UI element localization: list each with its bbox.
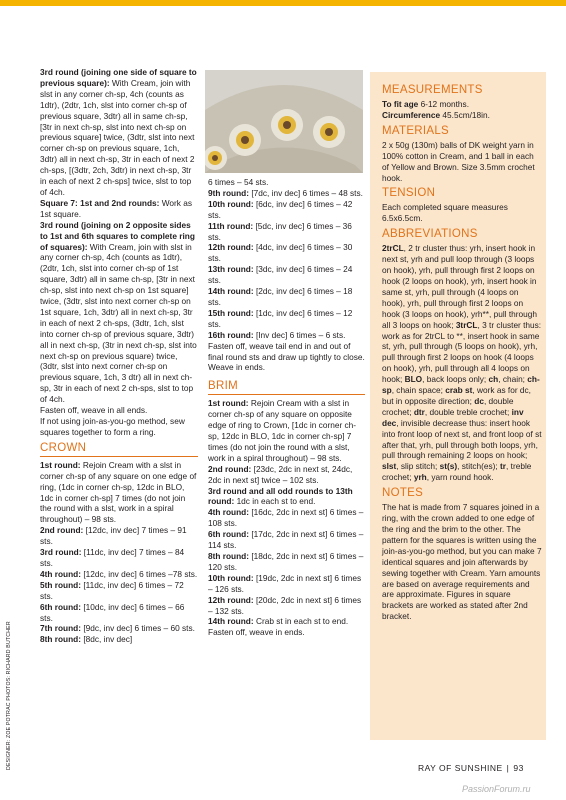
instruction-line xyxy=(208,188,365,199)
instruction-label: 15th round: xyxy=(208,307,254,318)
instruction-text: With Cream, join with slst in any corner ch-sp, 4ch (counts as 1dtr), (2dtr, 1ch, slst into corner ch-sp of previous square, 3dtr) all in same ch-sp, [3tr in next ch-sp, slst into next ch-sp on previous square] twice, (3dtr, slst into next corner ch-sp on previous square, 1ch, 3dtr) all in next ch-sp, 3tr in each of next 2 ch-sps, [(3dtr, 2ch, 3dtr) in next ch-sp, 3tr in each of next 2 ch-sps] twice, slst to top of 4ch. xyxy=(40,77,195,197)
instruction-line xyxy=(208,464,365,486)
instruction-label: inv dec xyxy=(382,406,524,428)
tension-text: Each completed square measures 6.5x6.5cm. xyxy=(382,202,508,224)
square-instructions xyxy=(40,67,198,438)
instruction-label: st(s) xyxy=(439,461,458,472)
instruction-line xyxy=(208,573,365,595)
instruction-text: [17dc, 2dc in next st] 6 times – 114 sts. xyxy=(208,529,364,551)
instruction-text: 6 times – 54 sts. xyxy=(208,177,269,187)
instruction-line xyxy=(382,461,440,471)
instruction-text: [11dc, inv dec] 7 times – 84 sts. xyxy=(40,547,185,568)
column-1 xyxy=(40,67,198,645)
instruction-text: , 2 tr cluster thus: yrh, insert hook in next st, yrh and pull loop through (3 loops on hook), yrh, pull through first 2 loops on hook (2 loops on hook), yrh, insert hook in same st, yrh, pull through (4 loops on hook), yrh, pull through first 2 loops on hook (3 loops on hook), yrh**, pull through all 3 loops on hook; xyxy=(382,243,537,330)
instruction-label: 1st round: xyxy=(40,459,81,470)
top-accent-bar xyxy=(0,0,566,6)
instruction-line xyxy=(208,507,365,529)
instruction-label: 14th round: xyxy=(208,286,254,297)
instruction-label: 2trCL xyxy=(382,243,404,254)
instruction-text: [10dc, inv dec] 6 times – 66 sts. xyxy=(40,601,185,623)
instruction-line xyxy=(414,407,512,417)
instruction-label: 7th round: xyxy=(40,623,82,634)
abbreviations-heading: ABBREVIATIONS xyxy=(382,228,478,241)
instruction-text: [Inv dec] 6 times – 6 sts. xyxy=(253,329,346,340)
instruction-label: ch xyxy=(488,374,499,385)
instruction-label: 3trCL xyxy=(455,319,478,330)
instruction-label: 8th round: xyxy=(208,551,250,561)
instruction-line xyxy=(208,341,365,374)
instruction-label: 3rd round (joining on 2 opposite sides to 1st and 6th squares to complete ring of squares): xyxy=(40,219,195,252)
instruction-line xyxy=(208,595,365,617)
instruction-label: tr xyxy=(500,461,507,472)
magazine-section-title: RAY OF SUNSHINE xyxy=(418,763,503,773)
instruction-label: crab st xyxy=(445,385,473,396)
instruction-text: Rejoin Cream with a slst in corner ch-sp of any square on one edge of ring, (1dc in corner ch-sp, 12dc in BLO, 1dc in corner ch-sp] 7 times (do not join the round with a slst, work in a spiral throughout) – 98 sts. xyxy=(40,459,197,525)
instruction-line xyxy=(40,220,198,405)
instruction-text: If not using join-as-you-go method, sew squares together to form a ring. xyxy=(40,416,185,437)
instruction-text: [16dc, 2dc in next st] 6 times – 108 sts. xyxy=(208,507,364,529)
instruction-text: [8dc, inv dec] xyxy=(81,634,133,645)
instruction-text: Crab st in each st to end. Fasten off, weave in ends. xyxy=(208,616,349,638)
photo-credit: DESIGNER: ZOE POTRAC PHOTOS: RICHARD BUTCHER xyxy=(6,621,12,770)
instruction-text: 45.5cm/18in. xyxy=(440,109,490,120)
instruction-line xyxy=(208,330,365,341)
instruction-label: 9th round: xyxy=(208,187,250,198)
instruction-text: [12dc, inv dec] 6 times –78 sts. xyxy=(81,568,198,579)
materials-text: 2 x 50g (130m) balls of DK weight yarn in 100% cotton in Cream, and 1 ball in each of Yellow and Brown. Size 3.5mm crochet hook. xyxy=(382,139,535,183)
instruction-label: 14th round: xyxy=(208,616,254,627)
notes-text: The hat is made from 7 squares joined in a ring, with the crown added to one edge of the ring and the brim to the other. The pattern for the squares is written using the join-as-you-go method, but you can make 7 identical squares and join afterwards by sewing together with Cream. Yarn amounts are based on average requirements and are approximate. Figures in square brackets are worked as stated after 2nd bracket. xyxy=(382,502,542,622)
instruction-label: 2nd round: xyxy=(40,525,84,536)
instruction-line xyxy=(208,551,365,573)
instruction-line xyxy=(208,264,365,286)
instruction-line xyxy=(40,405,198,416)
instruction-text: With Cream, join with slst in any corner ch-sp, 4ch (counts as 1dtr), (2dtr, 1ch, slst into corner ch-sp of 1st square, 3dtr) all in same ch-sp, [3tr in next ch-sp, slst into next ch-sp on 1st square] twice, (3dtr, slst into next corner ch-sp on 1st square, 1ch, 3dtr) all in next ch-sp, 3tr in each of next 2 ch-sps, (3dtr, 1ch, slst into corner ch-sp of previous square, 3dtr) all in next ch-sp, (3tr in next ch-sp, slst into next ch-sp on previous square) twice, (3dtr, slst into next corner ch-sp on previous square, 1ch, 3 dtr) all in next ch-sp, 3tr in each of next 2 ch-sps, slst to top of 4ch. xyxy=(40,241,197,405)
crown-instructions-continued xyxy=(208,177,365,373)
instruction-label: 4th round: xyxy=(40,568,82,579)
abbreviations-text xyxy=(382,243,542,483)
notes-heading: NOTES xyxy=(382,487,424,500)
instruction-line xyxy=(382,99,542,110)
instruction-text: [20dc, 2dc in next st] 6 times – 132 sts. xyxy=(208,594,362,616)
instruction-text: , chain space; xyxy=(391,385,446,396)
instruction-line xyxy=(40,634,198,645)
instruction-text: [23dc, 2dc in next st, 24dc, 2dc in next st] twice – 102 sts. xyxy=(208,463,353,485)
instruction-label: 10th round: xyxy=(208,572,254,583)
instruction-label: 13th round: xyxy=(208,264,254,275)
instruction-text: [12dc, inv dec] 7 times – 91 sts. xyxy=(40,525,187,547)
sidebar-content xyxy=(382,80,542,622)
instruction-label: 5th round: xyxy=(40,579,82,590)
instruction-text: Rejoin Cream with a slst in corner ch-sp of any square on opposite edge of ring to Crown, [1dc in corner ch-sp, 12dc in BLO, 1dc in corner ch-sp] 7 times (do not join the round with a slst, work in a spiral throughout) – 98 sts. xyxy=(208,398,357,463)
instruction-line xyxy=(208,177,365,188)
instruction-line xyxy=(40,602,198,624)
instruction-text: [4dc, inv dec] 6 times – 30 sts. xyxy=(208,242,353,264)
instruction-text: 6-12 months. xyxy=(418,99,469,109)
instruction-label: 6th round: xyxy=(40,601,82,612)
instruction-line xyxy=(489,374,528,384)
crown-heading: CROWN xyxy=(40,441,198,457)
instruction-text: [11dc, inv dec] 6 times – 72 sts. xyxy=(40,579,184,601)
instruction-text: Fasten off, weave tail end in and out of final round sts and draw up tightly to close. Weave in ends. xyxy=(208,340,365,373)
tension-heading: TENSION xyxy=(382,187,436,200)
instruction-text: , double treble crochet; xyxy=(424,406,512,417)
instruction-label: To fit age xyxy=(382,99,419,109)
instruction-text: , stitch(es); xyxy=(457,461,501,472)
instruction-label: dtr xyxy=(413,406,425,417)
instruction-label: 6th round: xyxy=(208,529,250,540)
instruction-line xyxy=(208,529,365,551)
instruction-label: 3rd round (joining one side of square to previous square): xyxy=(40,67,197,88)
instruction-text: , double crochet; xyxy=(382,395,514,417)
instruction-label: Circumference xyxy=(382,109,441,120)
instruction-label: 2nd round: xyxy=(208,463,252,474)
instruction-line xyxy=(208,221,365,243)
instruction-line xyxy=(40,525,198,547)
instruction-label: 3rd round and all odd rounds to 13th round: xyxy=(208,485,353,507)
instruction-line xyxy=(382,243,537,329)
column-2 xyxy=(208,177,365,638)
instruction-label: 12th round: xyxy=(208,242,254,253)
instruction-line xyxy=(40,460,198,525)
instruction-text: 1dc in each st to end. xyxy=(234,496,316,507)
measurements-heading: MEASUREMENTS xyxy=(382,84,483,96)
brim-heading: BRIM xyxy=(208,379,365,395)
instruction-label: 10th round: xyxy=(208,198,254,209)
instruction-line xyxy=(40,416,198,438)
footer-separator: | xyxy=(506,763,510,773)
instruction-line xyxy=(382,110,542,121)
page-footer xyxy=(418,763,524,773)
instruction-text: [5dc, inv dec] 6 times – 36 sts. xyxy=(208,220,352,242)
instruction-label: ch-sp xyxy=(382,374,540,396)
instruction-label: dc xyxy=(474,395,484,406)
watermark: PassionForum.ru xyxy=(462,784,531,794)
instruction-text: , treble crochet; xyxy=(382,461,532,483)
instruction-text: [2dc, inv dec] 6 times – 18 sts. xyxy=(208,286,353,307)
instruction-text: [6dc, inv dec] 6 times – 42 sts. xyxy=(208,198,353,220)
instruction-line xyxy=(208,616,365,638)
instruction-line xyxy=(208,242,365,264)
instruction-line xyxy=(208,286,365,308)
instruction-text: [3dc, inv dec] 6 times – 24 sts. xyxy=(208,264,353,286)
instruction-text: , slip stitch; xyxy=(396,461,440,472)
instruction-line xyxy=(440,461,500,471)
instruction-text: , work as for dc, but in opposite direction; xyxy=(382,385,531,406)
instruction-label: 11th round: xyxy=(208,220,254,231)
instruction-text: [7dc, inv dec] 6 times – 48 sts. xyxy=(249,187,363,198)
measurements-text xyxy=(382,99,542,121)
instruction-label: 3rd round: xyxy=(40,547,82,558)
instruction-text: , invisible decrease thus: insert hook into front loop of next st, and front loop of st after that, yrh, pull through both loops, yrh, pull through remaining 2 loops on hook; xyxy=(382,417,542,461)
instruction-text: Work as 1st square. xyxy=(40,197,192,219)
instruction-text: , chain; xyxy=(498,374,528,385)
instruction-line xyxy=(414,472,494,482)
hat-photo xyxy=(205,70,363,173)
instruction-text: Fasten off, weave in all ends. xyxy=(40,405,148,416)
instruction-label: 12th round: xyxy=(208,594,254,605)
instruction-line xyxy=(40,569,198,580)
instruction-line xyxy=(40,198,198,220)
instruction-line xyxy=(208,398,365,463)
instruction-line xyxy=(405,374,489,384)
instruction-line xyxy=(40,547,198,569)
instruction-line xyxy=(40,580,198,602)
instruction-label: yrh xyxy=(413,472,427,483)
instruction-label: BLO xyxy=(404,374,423,385)
instruction-label: 8th round: xyxy=(40,634,82,645)
instruction-text: , back loops only; xyxy=(422,374,489,385)
instruction-line xyxy=(208,308,365,330)
materials-heading: MATERIALS xyxy=(382,124,450,137)
instruction-label: 1st round: xyxy=(208,398,249,409)
instruction-label: slst xyxy=(382,461,397,472)
instruction-line xyxy=(40,67,198,198)
instruction-label: 4th round: xyxy=(208,507,250,518)
instruction-label: 16th round: xyxy=(208,329,254,340)
page-number: 93 xyxy=(513,763,524,773)
instruction-text: [1dc, inv dec] 6 times – 12 sts. xyxy=(208,307,353,329)
instruction-line xyxy=(208,199,365,221)
instruction-text: [9dc, inv dec] 6 times – 60 sts. xyxy=(81,623,195,634)
instruction-line xyxy=(208,486,365,508)
instruction-label: Square 7: 1st and 2nd rounds: xyxy=(40,197,160,208)
instruction-line xyxy=(40,623,198,634)
instruction-text: , yarn round hook. xyxy=(426,472,494,483)
crown-instructions xyxy=(40,460,198,645)
instruction-text: , 3 tr cluster thus: work as for 2trCL to **, insert hook in same st, yrh, pull through (5 loops on hook), yrh, pull through first 2 loops on hook (4 loops on hook), yrh, pull through all 4 loops on hook; xyxy=(382,319,542,385)
instruction-text: [18dc, 2dc in next st] 6 times – 120 sts. xyxy=(208,551,364,572)
instruction-text: [19dc, 2dc in next st] 6 times – 126 sts. xyxy=(208,572,362,594)
brim-instructions xyxy=(208,398,365,638)
